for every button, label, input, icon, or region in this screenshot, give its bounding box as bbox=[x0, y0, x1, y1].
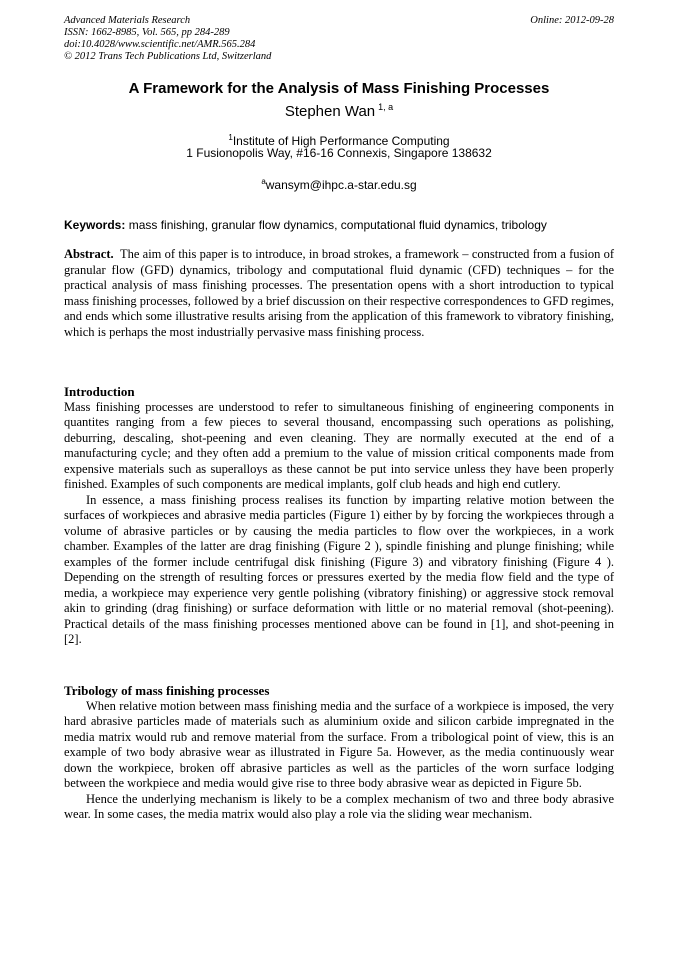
keywords-label: Keywords: bbox=[64, 218, 126, 232]
tribology-paragraph-1: When relative motion between mass finishing media and the surface of a workpiece is imposed, the very hard abrasive particles made of materials such as aluminium oxide and silicon carbide impregnated in the media matrix would rub and remove material from the surface. From a tribological point of view, this is an example of two body abrasive wear as illustrated in Figure 5a. However, as the media continuously wear down the workpiece, broken off abrasive particles as well as the particles of the worn surface lodging between the workpiece and media would give rise to three body abrasive wear as depicted in Figure 5b. bbox=[64, 698, 614, 790]
tribology-heading: Tribology of mass finishing processes bbox=[64, 683, 270, 698]
author-line bbox=[0, 102, 678, 120]
author-email-line bbox=[0, 174, 678, 193]
abstract-paragraph bbox=[64, 247, 614, 340]
abstract-label: Abstract. bbox=[64, 247, 114, 261]
abstract-text: The aim of this paper is to introduce, in broad strokes, a framework – constructed from a fusion of granular flow (GFD) dynamics, tribology and computational fluid dynamic (CFD) techniques – for the practical analysis of mass finishing processes. The presentation opens with a short introduction to typical mass finishing processes, followed by a brief discussion on their respective correspondences to GFD regimes, and ends which some illustrative results arising from the application of this framework to vibratory finishing, which is perhaps the most industrially pervasive mass finishing process. bbox=[64, 247, 614, 339]
affiliation-address: 1 Fusionopolis Way, #16-16 Connexis, Singapore 138632 bbox=[186, 146, 492, 160]
introduction-heading: Introduction bbox=[64, 384, 135, 399]
affiliation-superscript: 1 bbox=[228, 133, 233, 142]
keywords-text: mass finishing, granular flow dynamics, computational fluid dynamics, tribology bbox=[128, 218, 547, 232]
tribology-section bbox=[64, 683, 614, 823]
introduction-paragraph-2: In essence, a mass finishing process realises its function by imparting relative motion between the surfaces of workpieces and abrasive media particles (Figure 1) either by by forcing the workpieces through a volume of abrasive particles or by causing the media particles to flow over the workpieces, in a work chamber. Examples of the latter are drag finishing (Figure 2 ), spindle finishing and plunge finishing; while examples of the former include centrifugal disk finishing (Figure 3) and vibratory finishing (Figure 4 ). Depending on the strength of resulting forces or pressures exerted by the media flow field and the type of media, a workpiece may experience very gentle polishing (vibratory finishing) or aggressive stock removal akin to grinding (drag finishing) or surface deformation with little or no material removal (shot-peening). Practical details of the mass finishing processes mentioned above can be found in [1], and shot-peening in [2]. bbox=[64, 492, 614, 646]
introduction-paragraph-1: Mass finishing processes are understood to refer to simultaneous finishing of engineering components in quantites ranging from a few pieces to several thousand, encompassing such operations as polishing, deburring, descaling, shot-peening and even cleaning. They are normally executed at the end of a manufacturing cycle; and they often add a premium to the value of mission critical components made from expensive materials such as superalloys as these cannot be put into service unless they have been properly finished. Examples of such components are medical implants, golf club heads and high end cutlery. bbox=[64, 399, 614, 491]
journal-doi: doi:10.4028/www.scientific.net/AMR.565.284 bbox=[64, 39, 256, 50]
journal-copyright: © 2012 Trans Tech Publications Ltd, Switzerland bbox=[64, 51, 272, 62]
author-superscript: 1, a bbox=[378, 102, 394, 112]
institute-name: Institute of High Performance Computing bbox=[232, 134, 450, 148]
introduction-section bbox=[64, 384, 614, 648]
abstract-section bbox=[64, 247, 614, 340]
email-superscript: a bbox=[261, 177, 266, 186]
tribology-paragraph-2: Hence the underlying mechanism is likely to be a complex mechanism of two and three body abrasive wear. In some cases, the media matrix would also play a role via the sliding wear mechanism. bbox=[64, 791, 614, 821]
author-name: Stephen Wan bbox=[284, 103, 376, 120]
online-date: Online: 2012-09-28 bbox=[530, 15, 614, 26]
journal-name: Advanced Materials Research bbox=[64, 15, 191, 26]
keywords bbox=[64, 218, 614, 232]
journal-issn: ISSN: 1662-8985, Vol. 565, pp 284-289 bbox=[64, 27, 230, 38]
paper-title: A Framework for the Analysis of Mass Finishing Processes bbox=[128, 80, 550, 97]
author-email: wansym@ihpc.a-star.edu.sg bbox=[265, 178, 417, 192]
journal-header bbox=[64, 15, 614, 63]
